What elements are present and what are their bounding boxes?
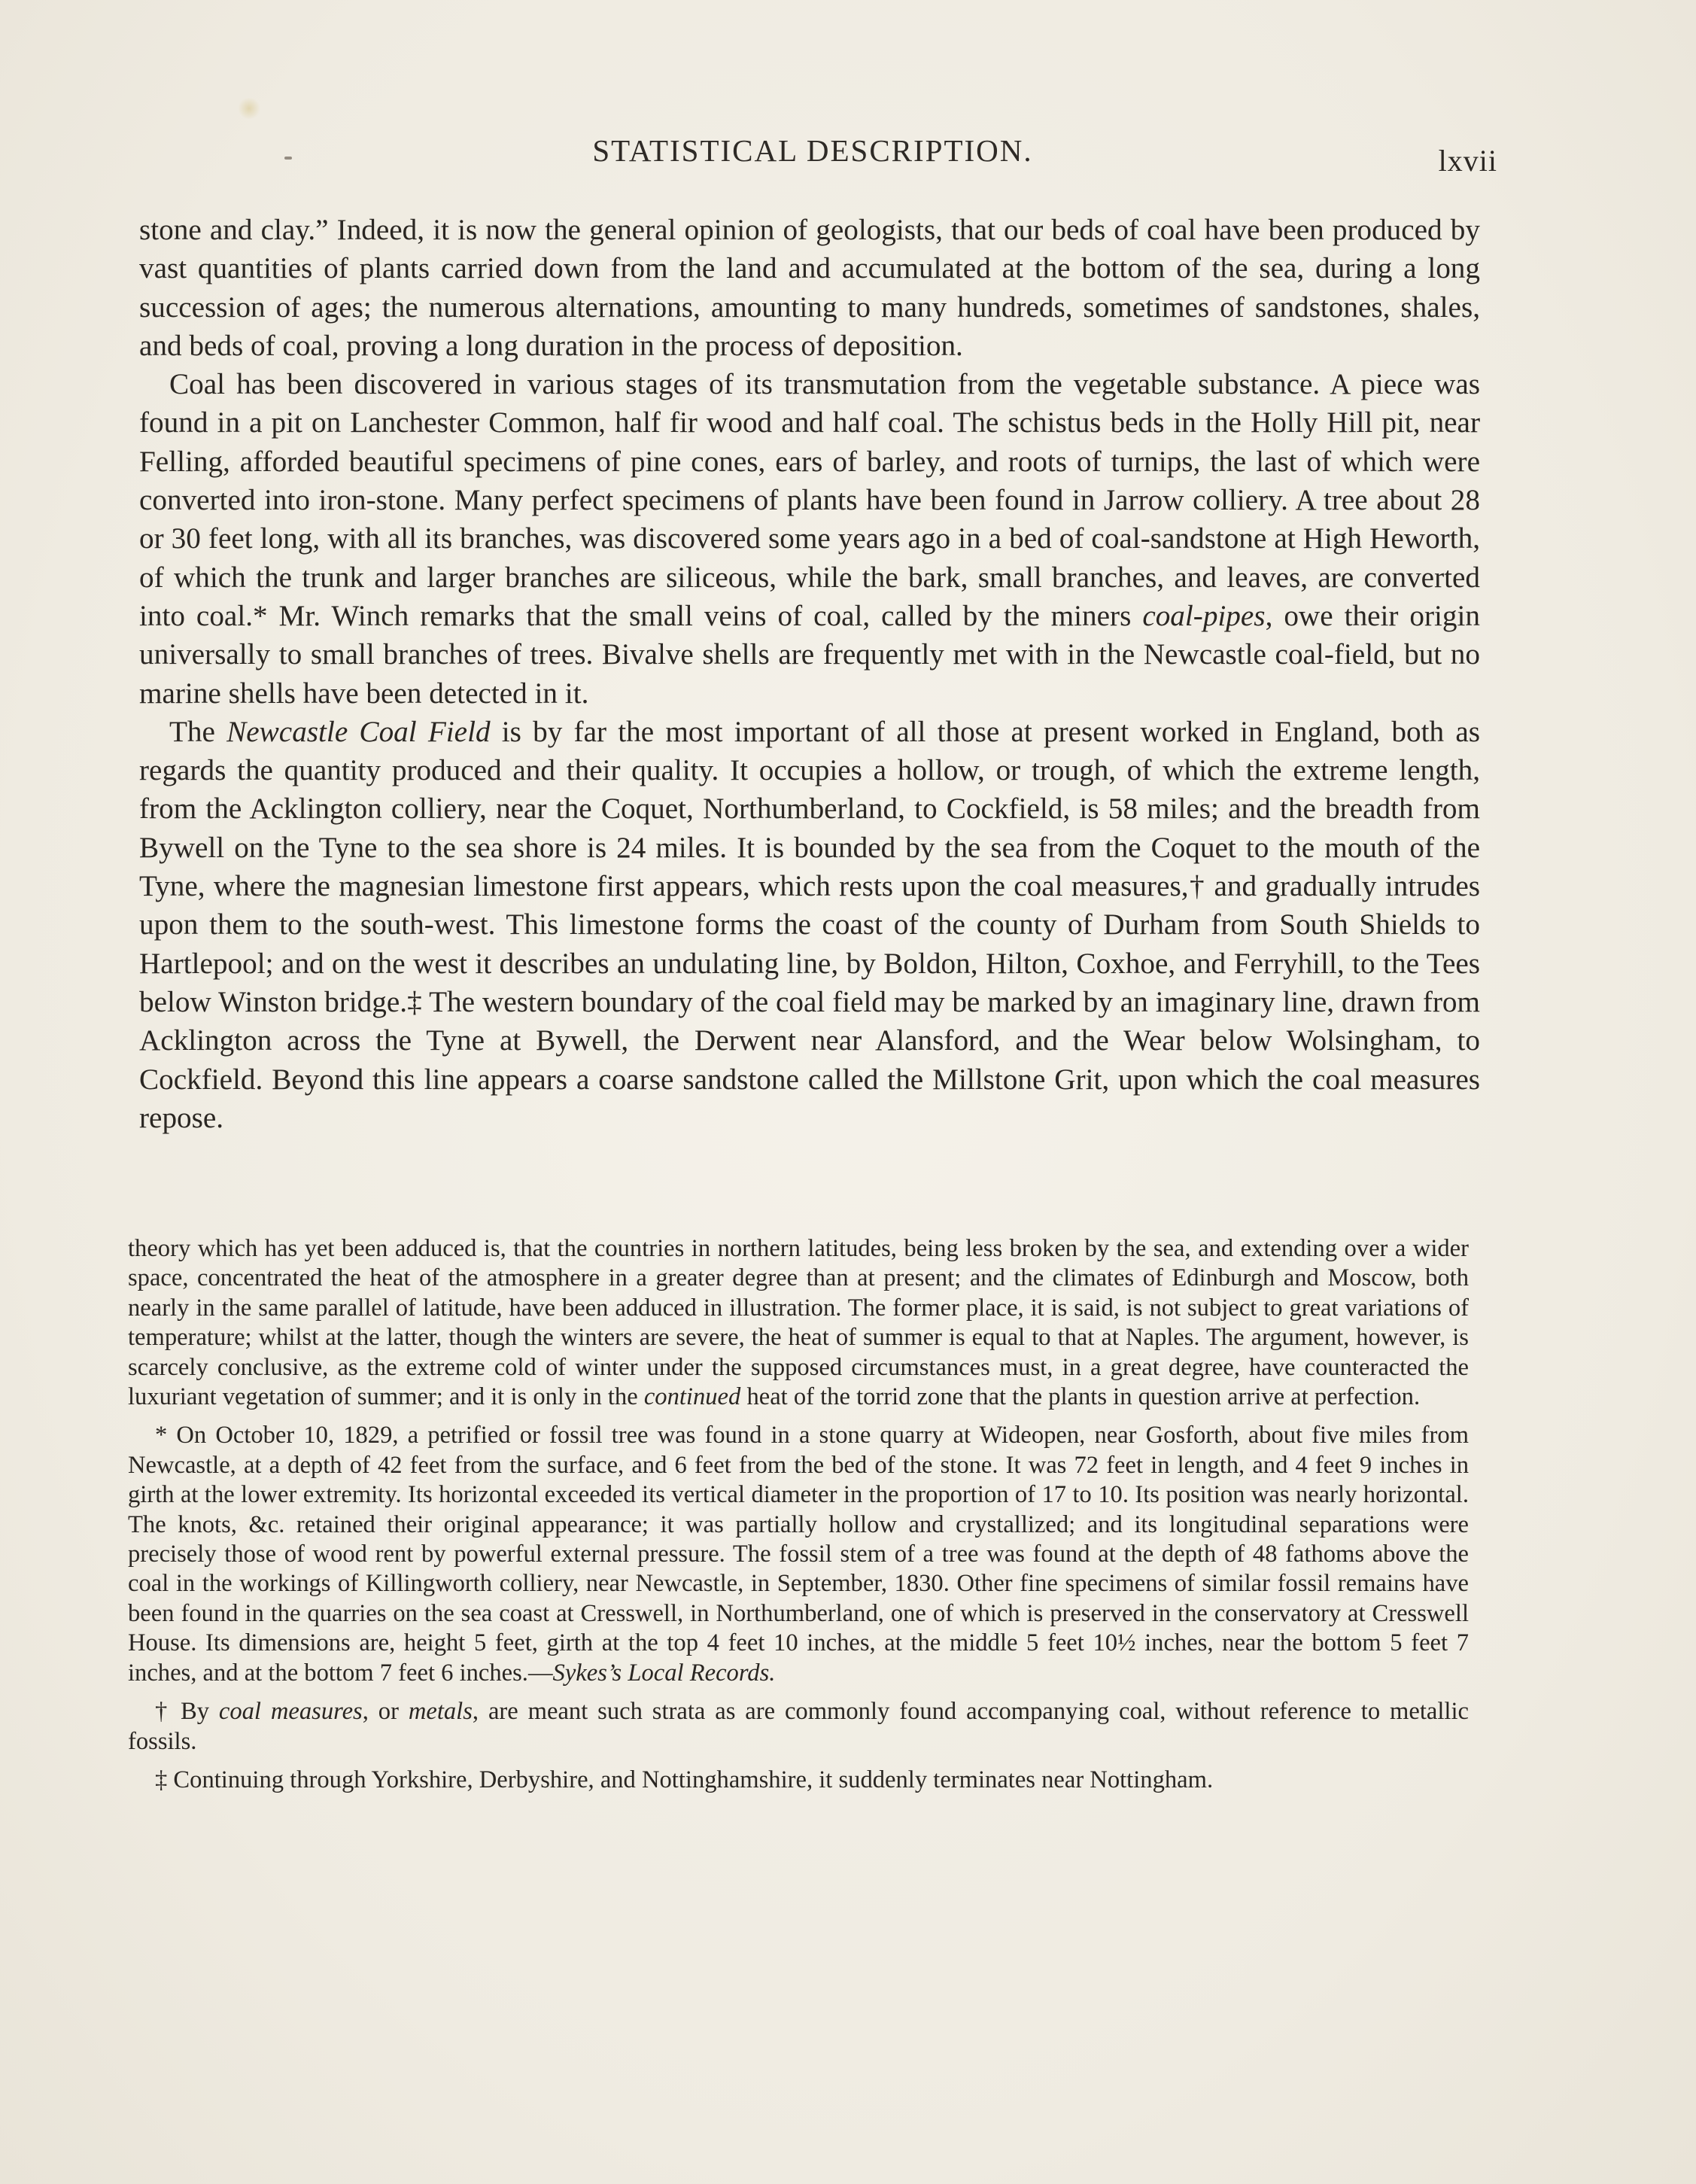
main-text bbox=[139, 211, 1480, 1137]
running-header bbox=[135, 132, 1497, 178]
italic-term: coal measures bbox=[218, 1698, 363, 1726]
paragraph-continued: stone and clay.” Indeed, it is now the general opinion of geologists, that our beds of coal have been produced by vast quantities of plants carried down from the land and accumulated at the bottom of the sea, during a long succession of ages; the numerous alternations, amounting to many hundreds, sometimes of sandstones, shales, and beds of coal, proving a long duration in the process of deposition. bbox=[139, 214, 1480, 362]
text-span: , are meant such strata as are commonly found accompanying coal, without reference to metallic fossils. bbox=[128, 1698, 1469, 1755]
page-stain bbox=[237, 98, 261, 119]
paragraph-coal-transmutation bbox=[139, 365, 1480, 713]
footnotes bbox=[128, 1234, 1469, 1804]
italic-term: continued bbox=[643, 1383, 741, 1411]
italic-term: metals bbox=[408, 1698, 473, 1726]
header-title: STATISTICAL DESCRIPTION. bbox=[592, 133, 1033, 168]
text-span: , owe their origin universally to small branches of trees. Bivalve shells are frequently met with in the Newcastle coal-field, but no marine shells have been detected in it. bbox=[139, 599, 1480, 710]
footnote-continued bbox=[128, 1234, 1469, 1412]
text-span: heat of the torrid zone that the plants in question arrive at perfection. bbox=[740, 1383, 1421, 1411]
text-span: theory which has yet been adduced is, that the countries in northern latitudes, being less broken by the sea, and extending over a wider space, concentrated the heat of the atmosphere in a greater degree than at present; and the climates of Edinburgh and Moscow, both nearly in the same parallel of latitude, have been adduced in illustration. The former place, it is said, is not subject to great variations of temperature; whilst at the latter, though the winters are severe, the heat of summer is equal to that at Naples. The argument, however, is scarcely conclusive, as the extreme cold of winter under the supposed circumstances must, in a great degree, have counteracted the luxuriant vegetation of summer; and it is only in the bbox=[128, 1235, 1469, 1411]
text-span: † By bbox=[155, 1698, 219, 1726]
paragraph-newcastle-coal-field bbox=[139, 713, 1480, 1137]
footnote-dagger bbox=[128, 1697, 1469, 1757]
footnote-double-dagger: ‡ Continuing through Yorkshire, Derbyshire, and Nottinghamshire, it suddenly terminates near Nottingham. bbox=[155, 1766, 1214, 1793]
text-span: * On October 10, 1829, a petrified or fossil tree was found in a stone quarry at Wideopen, near Gosforth, about five miles from Newcastle, at a depth of 42 feet from the surface, and 6 feet from the bed of the stone. It was 72 feet in length, and 4 feet 9 inches in girth at the lower extremity. Its horizontal exceeded its vertical diameter in the proportion of 17 to 10. Its position was nearly horizontal. The knots, &c. retained their original appearance; it was partially hollow and crystallized; and its longitudinal separations were precisely those of wood rent by powerful external pressure. The fossil stem of a tree was found at the depth of 48 fathoms above the coal in the workings of Killingworth colliery, near Newcastle, in September, 1830. Other fine specimens of similar fossil remains have been found in the quarries on the sea coast at Cresswell, in Northumberland, one of which is preserved in the conservatory at Cresswell House. Its dimensions are, height 5 feet, girth at the top 4 feet 10 inches, at the middle 5 feet 10½ inches, near the bottom 5 feet 7 inches, and at the bottom 7 feet 6 inches.— bbox=[128, 1422, 1469, 1687]
footnote-asterisk bbox=[128, 1421, 1469, 1688]
text-span: is by far the most important of all those at present worked in England, both as regards the quantity produced and their quality. It occupies a hollow, or trough, of which the extreme length, from the Acklington colliery, near the Coquet, Northumberland, to Cockfield, is 58 miles; and the breadth from Bywell on the Tyne to the sea shore is 24 miles. It is bounded by the sea from the Coquet to the mouth of the Tyne, where the magnesian limestone first appears, which rests upon the coal measures,† and gradually intrudes upon them to the south-west. This limestone forms the coast of the county of Durham from South Shields to Hartlepool; and on the west it describes an undulating line, by Boldon, Hilton, Coxhoe, and Ferryhill, to the Tees below Winston bridge.‡ The western boundary of the coal field may be marked by an imaginary line, drawn from Acklington across the Tyne at Bywell, the Derwent near Alansford, and the Wear below Wolsingham, to Cockfield. Beyond this line appears a coarse sandstone called the Millstone Grit, upon which the coal measures repose. bbox=[139, 715, 1480, 1134]
italic-term: coal-pipes bbox=[1142, 599, 1266, 632]
page-number: lxvii bbox=[1438, 144, 1497, 178]
italic-term: Newcastle Coal Field bbox=[226, 715, 491, 748]
text-span: Coal has been discovered in various stages of its transmutation from the vegetable substance. A piece was found in a pit on Lanchester Common, half fir wood and half coal. The schistus beds in the Holly Hill pit, near Felling, afforded beautiful specimens of pine cones, ears of barley, and roots of turnips, the last of which were converted into iron-stone. Many perfect specimens of plants have been found in Jarrow colliery. A tree about 28 or 30 feet long, with all its branches, was discovered some years ago in a bed of coal-sandstone at High Heworth, of which the trunk and larger branches are siliceous, while the bark, small branches, and leaves, are converted into coal.* Mr. Winch remarks that the small veins of coal, called by the miners bbox=[139, 368, 1480, 632]
italic-citation: Sykes’s Local Records. bbox=[552, 1659, 776, 1687]
text-span: The bbox=[169, 715, 227, 748]
text-span: , or bbox=[362, 1698, 409, 1726]
